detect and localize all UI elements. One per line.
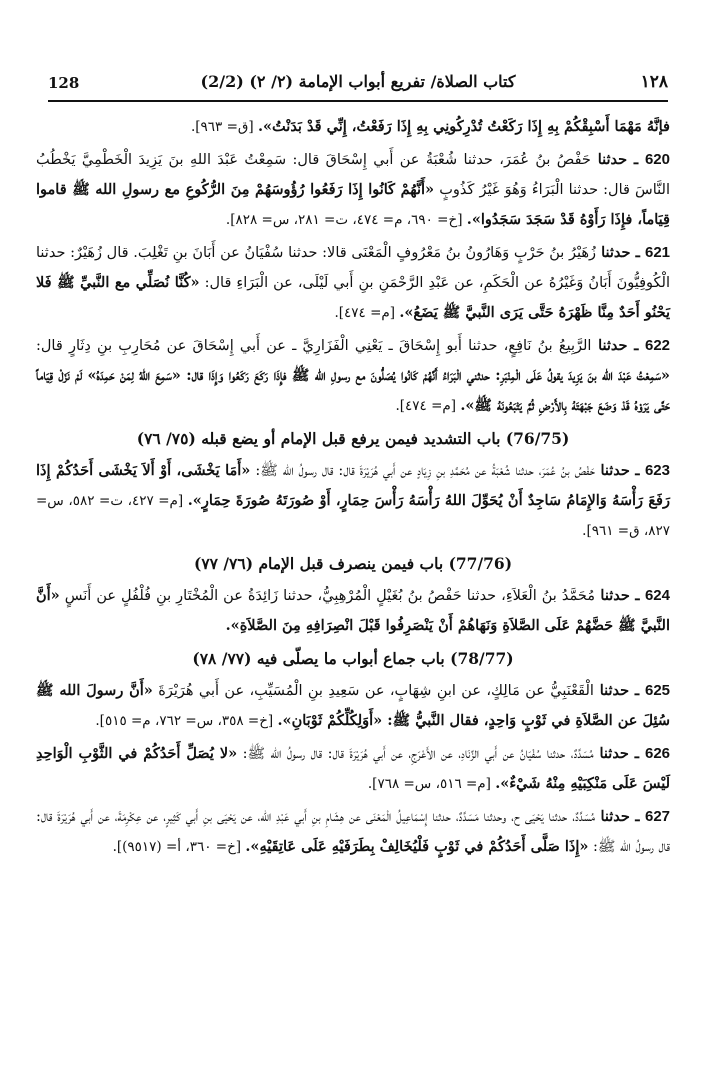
chapter-heading-77 xyxy=(36,549,670,579)
hadith-622 xyxy=(36,331,670,421)
chapter-title: باب التشديد فيمن يرفع قبل الإمام أو يضع قبله xyxy=(201,429,501,448)
hadith-references: [م= ٤٢٧، ت= ٥٨٢، س= ٨٢٧، ق= ٩٦١]. xyxy=(36,493,670,539)
hadith-references: [ق= ٩٦٣]. xyxy=(190,119,258,135)
chapter-number: (76/75) xyxy=(505,429,570,448)
hadith-626 xyxy=(36,739,670,799)
hadith-references: [م= ٤٧٤]. xyxy=(395,398,461,414)
hadith-isnad: زُهَيْرُ بنُ حَرْبٍ وَهَارُونُ بنُ مَعْرُوفٍ الْمَعْنَى قالا: حدثنا سُفْيَانُ عن أَبَانَ بنِ تَغْلِبَ. قال زُهَيْرٌ: حدثنا الْكُوفِيُّونَ أَبَانُ وَغَيْرُهُ عن الْحَكَمِ، عن عَبْدِ الرَّحْمَنِ بنِ أَبي لَيْلَى، عن الْبَرَاءِ قال: xyxy=(36,245,670,291)
hadith-625 xyxy=(36,676,670,736)
page-body xyxy=(36,112,670,865)
hadith-number: 625 xyxy=(644,682,671,699)
chapter-number-arabic: (٧٧/ ٧٨) xyxy=(192,649,252,668)
page-number-latin: 128 xyxy=(48,74,80,92)
hadith-isnad: مُسَدَّدٌ، حدثنا يَحْيَى ح، وحدثنا مَسَدَّدٌ، حدثنا إِسْمَاعِيلُ الْمَعْنَى عن هِشَامِ بنِ أَبي عَبْدِ الله، عن يَحْيَى بنِ أَبي كَثِيرٍ، عن عِكْرِمَةَ، عن أَبي هُرَيْرَةَ قال: قال رسولُ الله ﷺ: xyxy=(36,809,670,855)
chapter-title: باب فيمن ينصرف قبل الإمام xyxy=(258,554,444,573)
hadith-lead: ـ حدثنا xyxy=(595,244,645,261)
hadith-references: [م= ٥١٦، س= ٧٦٨]. xyxy=(367,776,496,792)
hadith-lead: ـ حدثنا xyxy=(595,462,645,479)
hadith-matn: «لا يُصَلِّ أَحَدُكُمْ في الثَّوْبِ الْوَاحِدِ لَيْسَ عَلَى مَنْكِبَيْهِ مِنْهُ شَيْءٌ». xyxy=(36,745,670,792)
hadith-number: 622 xyxy=(644,337,671,354)
hadith-matn: «كُنَّا نُصَلِّي مع النَّبيِّ ﷺ فَلا يَحْنُو أَحَدٌ مِنَّا ظَهْرَهُ حَتَّى يَرَى النَّبيَّ ﷺ يَضَعُ». xyxy=(36,274,670,321)
hadith-matn: «أَنَّهُمْ كَانُوا إِذَا رَفَعُوا رُؤُوسَهُمْ مِنَ الرُّكُوعِ مع رسولِ الله ﷺ قاموا قِيَاماً، فإِذَا رَأَوْهُ قَدْ سَجَدَ سَجَدُوا». xyxy=(36,181,670,228)
hadith-627 xyxy=(36,802,670,862)
hadith-lead: ـ حدثنا xyxy=(595,808,645,825)
hadith-624 xyxy=(36,581,670,641)
hadith-references: [خ= ٦٩٠، م= ٤٧٤، ت= ٢٨١، س= ٨٢٨]. xyxy=(225,212,467,228)
hadith-lead: ـ حدثنا xyxy=(593,682,645,699)
hadith-lead: ـ حدثنا xyxy=(591,337,645,354)
page-header xyxy=(48,66,668,102)
hadith-matn: «أَنَّ رسولَ الله ﷺ سُئِلَ عن الصَّلاَةِ في ثَوْبٍ وَاحِدٍ، فقال النَّبيُّ ﷺ: «أَوَلِكُلِّكُمْ ثَوْبَانِ». xyxy=(36,682,670,729)
hadith-isnad: الْقَعْنَبِيُّ عن مَالِكٍ، عن ابنِ شِهَابٍ، عن سَعِيدِ بنِ الْمُسَيِّبِ، عن أَبي هُرَيْرَةَ xyxy=(152,683,594,699)
hadith-number: 626 xyxy=(644,745,671,762)
chapter-number: (77/76) xyxy=(448,554,513,573)
chapter-heading-76 xyxy=(36,424,670,454)
hadith-isnad: حَفْصُ بنُ عُمَرَ، حدثنا شُعْبَةُ عن مُحَمَّدِ بنِ زِيَادٍ عن أَبي هُرَيْرَةَ قال: قال رسولُ الله ﷺ: xyxy=(250,463,596,479)
hadith-lead: ـ حدثنا xyxy=(594,587,645,604)
hadith-number: 624 xyxy=(644,587,670,604)
hadith-matn: «أَنَّ النَّبيَّ ﷺ حَضَّهُمْ عَلَى الصَّلاَةِ وَنَهَاهُمْ أَنْ يَنْصَرِفُوا قَبْلَ انْصِرَافِهِ مِنَ الصَّلاَةِ». xyxy=(36,587,670,634)
chapter-number: (78/77) xyxy=(450,649,514,668)
hadith-number: 627 xyxy=(644,808,671,825)
hadith-isnad: الرَّبِيعُ بنُ نَافِعٍ، حدثنا أَبو إِسْحَاقَ ـ يَعْنِي الْفَزَارِيَّ ـ عن أَبي إِسْحَاقَ عن مُحَارِبِ بنِ دِثَارٍ قال: xyxy=(36,338,592,354)
hadith-isnad: مُسَدَّدٌ، حدثنا سُفْيَانُ عن أَبي الزِّنَادِ، عن الأَعْرَجِ، عن أَبي هُرَيْرَةَ قال: قال رسولُ الله ﷺ: xyxy=(237,746,594,762)
hadith-620 xyxy=(36,145,670,235)
hadith-number: 621 xyxy=(644,244,671,261)
hadith-621 xyxy=(36,238,670,328)
hadith-matn: «سَمِعْتُ عَبْدَ الله بنَ يَزِيدَ يقولُ عَلَى الْمِنْبَرِ: حدثني الْبَرَاءُ أَنَّهُمْ كَانُوا يُصَلُّونَ مع رسولِ الله ﷺ فإِذَا رَكَعَ رَكَعُوا وَإِذَا قال: «سَمِعَ اللهُ لِمَنْ حَمِدَهُ» لَمْ نَزَلْ قِيَاماً حَتَّى يَرَوْهُ قَدْ وَضَعَ جَبْهَتَهُ بِالأَرْضِ ثُمَّ يَتْبَعُونَهُ ﷺ». xyxy=(36,367,670,414)
hadith-matn: «أَمَا يَخْشَى، أَوْ أَلاَ يَخْشَى أَحَدُكُمْ إِذَا رَفَعَ رَأْسَهُ وَالإِمَامُ سَاجِدٌ أَنْ يُحَوِّلَ اللهُ رَأْسَهُ رَأْسَ حِمَارٍ، أَوْ صُورَتَهُ صُورَةَ حِمَارٍ». xyxy=(36,462,670,509)
hadith-isnad: حَفْصُ بنُ عُمَرَ، حدثنا شُعْبَةُ عن أَبي إِسْحَاقَ قال: سَمِعْتُ عَبْدَ اللهِ بنَ يَزِيدَ الْخَطْمِيَّ يَخْطُبُ النَّاسَ قال: حدثنا الْبَرَاءُ وَهُوَ غَيْرُ كَذُوبٍ xyxy=(36,152,670,198)
running-title: (2/2) كتاب الصلاة/ تفريع أبواب الإمامة (٢/ ٢) xyxy=(200,72,516,91)
hadith-number: 620 xyxy=(644,151,670,168)
hadith-623 xyxy=(36,456,670,546)
chapter-heading-78 xyxy=(36,644,670,674)
hadith-references: [خ= ٣٥٨، س= ٧٦٢، م= ٥١٥]. xyxy=(95,713,278,729)
hadith-references: [خ= ٣٦٠، أ= (٩٥١٧)]. xyxy=(112,839,246,855)
hadith-matn: فإنَّهُ مَهْمَا أَسْبِقْكُمْ بِهِ إِذَا رَكَعْتُ تُدْرِكُونِي بِهِ إِذَا رَفَعْتُ، إِنِّي قَدْ بَدَنْتُ». xyxy=(257,118,670,135)
hadith-lead: ـ حدثنا xyxy=(590,151,645,168)
hadith-isnad: مُحَمَّدُ بنُ الْعَلاَءِ، حدثنا حَفْصُ بنُ بُغَيْلٍ الْمُرْهِبِيُّ، حدثنا زَائِدَةُ عن الْمُخْتَارِ بنِ فُلْفُلٍ عن أَنَسٍ xyxy=(59,588,595,604)
hadith-619-end xyxy=(36,112,670,142)
hadith-references: [م= ٤٧٤]. xyxy=(334,305,400,321)
hadith-lead: ـ حدثنا xyxy=(593,745,645,762)
hadith-matn: «إِذَا صَلَّى أَحَدُكُمْ في ثَوْبٍ فَلْيُخَالِفْ بِطَرَفَيْهِ عَلَى عَاتِقَيْهِ». xyxy=(245,838,589,855)
chapter-number-arabic: (٧٦/ ٧٧) xyxy=(193,554,254,573)
hadith-number: 623 xyxy=(644,462,670,479)
page-number-arabic: ١٢٨ xyxy=(640,72,668,92)
chapter-title: باب جماع أبواب ما يصلّى فيه xyxy=(256,649,445,668)
chapter-number-arabic: (٧٥/ ٧٦) xyxy=(136,429,196,448)
